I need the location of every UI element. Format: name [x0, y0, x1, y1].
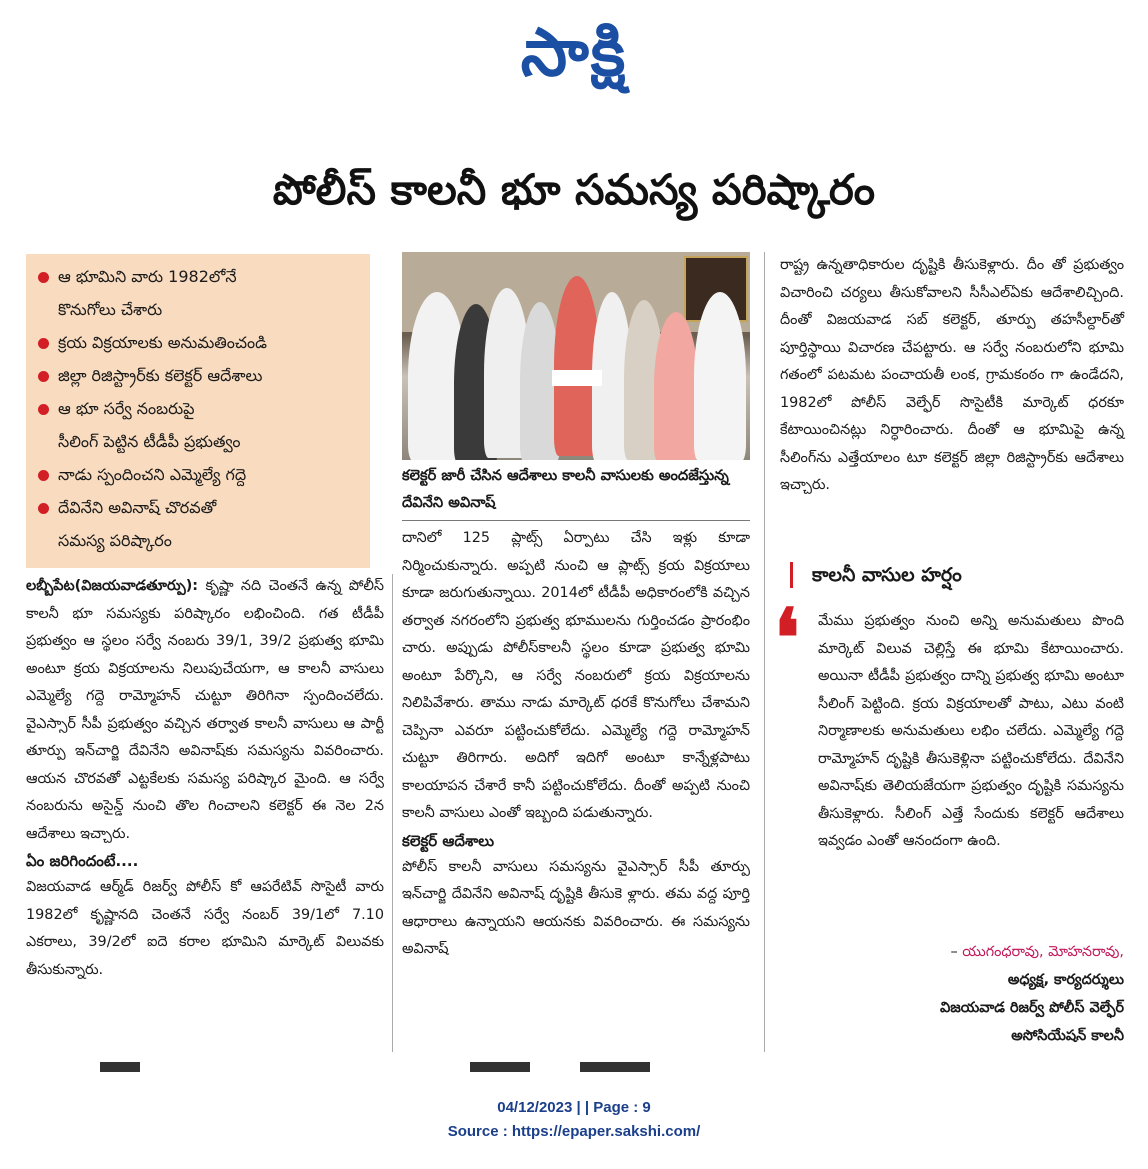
article-column-2	[402, 525, 750, 964]
column-divider	[392, 574, 393, 1052]
highlights-box	[26, 254, 370, 568]
signature-dash: –	[950, 944, 958, 960]
article-paragraph: కృష్ణా నది చెంతనే ఉన్న పోలీస్ కాలనీ భూ సమస్యకు పరిష్కారం లభించింది. గత టీడీపీ ప్రభుత్వం ఆ స్థలం సర్వే నంబరు 39/1, 39/2 ప్రభుత్వ భూమి అంటూ క్రయ విక్రయాలను నిలుపుచేయగా, ఆ కాలనీ వాసులు ఎమ్మెల్యే గద్దె రామ్మోహన్ చుట్టూ తిరిగినా స్పందించలేదు. వైఎస్సార్ సీపీ ప్రభుత్వం వచ్చిన తర్వాత కాలనీ వాసులు ఆ పార్టీ తూర్పు ఇన్‌చార్జి దేవినేని అవినాష్‌కు సమస్యను వివరించారు. ఆయన చొరవతో ఎట్టకేలకు సమస్య పరిష్కార మైంది. ఆ సర్వే నంబరును అసైన్డ్ నుంచి తొల గించాలని కలెక్టర్ ఈ నెల 2న ఆదేశాలు ఇచ్చారు.	[26, 578, 385, 842]
subheading: కలెక్టర్ ఆదేశాలు	[402, 831, 495, 850]
footer-source-link[interactable]: Source : https://epaper.sakshi.com/	[447, 1123, 701, 1140]
highlight-item: సమస్య పరిష్కారం	[58, 531, 172, 550]
signature-role: అధ్యక్ష, కార్యదర్శులు	[1007, 972, 1124, 988]
page-headline: పోలీస్ కాలనీ భూ సమస్య పరిష్కారం	[272, 165, 876, 214]
bullet-dot-icon	[38, 404, 49, 415]
bullet-dot-icon	[38, 272, 49, 283]
masthead-logo: సాక్షి	[520, 14, 628, 91]
person-figure	[654, 312, 698, 460]
quote-signature	[820, 938, 1124, 1050]
bullet-dot-icon	[38, 503, 49, 514]
photo-caption: కలెక్టర్ జారీ చేసిన ఆదేశాలు కాలనీ వాసులకు అందజేస్తున్న దేవినేని అవినాష్	[402, 467, 729, 511]
quote-box-title: కాలనీ వాసుల హర్షం	[812, 564, 962, 586]
subheading: ఏం జరిగిందంటే....	[26, 852, 139, 870]
page-footer	[0, 1096, 1148, 1144]
footer-date-page: 04/12/2023 | | Page : 9	[497, 1099, 651, 1116]
clipped-text-fragment	[100, 1062, 140, 1072]
signature-org: విజయవాడ రిజర్వ్ పోలీస్ వెల్ఫేర్	[939, 1000, 1124, 1016]
clipped-text-fragment	[470, 1062, 530, 1072]
signature-org: అసోసియేషన్ కాలనీ	[1011, 1028, 1124, 1044]
person-figure	[694, 292, 746, 460]
article-paragraph: రాష్ట్ర ఉన్నతాధికారుల దృష్టికి తీసుకెళ్లారు. దీం తో ప్రభుత్వం విచారించి చర్యలు తీసుకోవాలని సీసీఎల్ఏకు ఆదేశాలిచ్చింది. దీంతో విజయవాడ సబ్ కలెక్టర్, తూర్పు తహసీల్దార్‌తో పూర్తిస్థాయి విచారణ చేపట్టారు. ఆ సర్వే నంబరులోని భూమి గతంలో పటమట పంచాయతీ లంక, గ్రామకంఠం గా ఉండేదని, 1982లో పోలీస్ వెల్ఫేర్ సొసైటీకి మార్కెట్ ధరకూ కేటాయించినట్లు నిర్ధారించారు. దీంతో ఆ భూమిపై ఉన్న సీలింగ్‌ను ఎత్తేయాలం టూ కలెక్టర్ జిల్లా రిజిస్ట్రార్‌కు ఆదేశాలు ఇచ్చారు.	[780, 257, 1124, 493]
news-photo	[402, 252, 750, 460]
column-divider	[764, 252, 765, 1052]
highlight-item: కొనుగోలు చేశారు	[58, 300, 163, 319]
caption-divider	[402, 520, 750, 521]
highlight-item: జిల్లా రిజిస్ట్రార్‌కు కలెక్టర్ ఆదేశాలు	[36, 359, 362, 392]
article-paragraph: విజయవాడ ఆర్మ్‌డ్ రిజర్వ్ పోలీస్ కో ఆపరేటివ్ సొసైటీ వారు 1982లో కృష్ణానది చెంతనే సర్వే నంబర్ 39/1లో 7.10 ఎకరాలు, 39/2లో ఐదె కరాల భూమిని మార్కెట్ విలువకు తీసుకున్నారు.	[26, 879, 384, 978]
article-column-3	[780, 252, 1124, 500]
highlight-item: సీలింగ్ పెట్టిన టీడీపీ ప్రభుత్వం	[58, 432, 241, 451]
article-paragraph: పోలీస్ కాలనీ వాసులు సమస్యను వైఎస్సార్ సీపీ తూర్పు ఇన్‌చార్జి దేవినేని అవినాష్ దృష్టికి తీసుకె ళ్లారు. తమ వద్ద పూర్తి ఆధారాలు ఉన్నాయని ఆయనకు వివరించారు. ఈ సమస్యను అవినాష్	[402, 858, 750, 957]
clipped-text-fragment	[580, 1062, 650, 1072]
highlight-item: ఆ భూమిని వారు 1982లోనే	[36, 260, 362, 293]
highlight-item: నాడు స్పందించని ఎమ్మెల్యే గద్దె	[36, 458, 362, 491]
highlight-item: ఆ భూ సర్వే నంబరుపై	[36, 392, 362, 425]
box-accent-bar	[790, 562, 793, 588]
quote-body: మేము ప్రభుత్వం నుంచి అన్ని అనుమతులు పొంది మార్కెట్ విలువ చెల్లిస్తే ఈ భూమి కేటాయించారు. అయినా టీడీపీ ప్రభుత్వం దాన్ని ప్రభుత్వ భూమి అంటూ సీలింగ్ పెట్టింది. క్రయ విక్రయాలతో పాటు, ఎటు వంటి నిర్మాణాలకు అనుమతులు లభిం చలేదు. ఎమ్మెల్యే గద్దె రామ్మోహన్ దృష్టికి తీసుకెళ్లినా పట్టించుకోలేదు. దేవినేని అవినాష్‌కు తెలియజేయగా ప్రభుత్వం దృష్టికి సమస్యను తీసుకెళ్లారు. సీలింగ్ ఎత్తే సేందుకు కలెక్టర్ ఆదేశాలు ఇవ్వడం ఎంతో ఆనందంగా ఉంది.	[818, 613, 1124, 849]
bullet-dot-icon	[38, 338, 49, 349]
bullet-dot-icon	[38, 371, 49, 382]
signature-names: యుగంధరావు, మోహనరావు,	[962, 944, 1124, 960]
highlight-item: దేవినేని అవినాష్ చొరవతో	[36, 491, 362, 524]
highlight-item: క్రయ విక్రయాలకు అనుమతించండి	[36, 326, 362, 359]
document-paper	[552, 370, 602, 386]
quote-mark-icon: ❛	[774, 591, 800, 685]
article-paragraph: దానిలో 125 ప్లాట్స్ ఏర్పాటు చేసి ఇళ్లు కూడా నిర్మించుకున్నారు. అప్పటి నుంచి ఆ ప్లాట్స్ క్రయ విక్రయాలు కూడా జరుగుతున్నాయి. 2014లో టీడీపీ అధికారంలోకి వచ్చిన తర్వాత నగరంలోని ప్రభుత్వ భూములను గుర్తించడం ప్రారంభిం చారు. అప్పుడు పోలీస్‌కాలనీ స్థలం కూడా ప్రభుత్వ భూమి అంటూ పేర్కొని, ఆ సర్వే నంబరులో క్రయ విక్రయాలను నిలిపివేశారు. తాము నాడు మార్కెట్ ధరకే కొనుగోలు చేశామని చెప్పినా ఎవరూ పట్టించుకోలేదు. ఎమ్మెల్యే గద్దె రామ్మోహన్ చుట్టూ తిరిగారు. అదిగో ఇదిగో అంటూ కాన్నేళ్లపాటు కాలయాపన చేశారే కానీ పట్టించుకోలేదు. దీంతో అప్పటి నుంచి కాలనీ వాసులు ఎంతో ఇబ్బంది పడుతున్నారు.	[402, 530, 750, 821]
bullet-dot-icon	[38, 470, 49, 481]
dateline: లబ్బీపేట(విజయవాడతూర్పు):	[26, 578, 199, 594]
article-column-1	[26, 573, 384, 984]
